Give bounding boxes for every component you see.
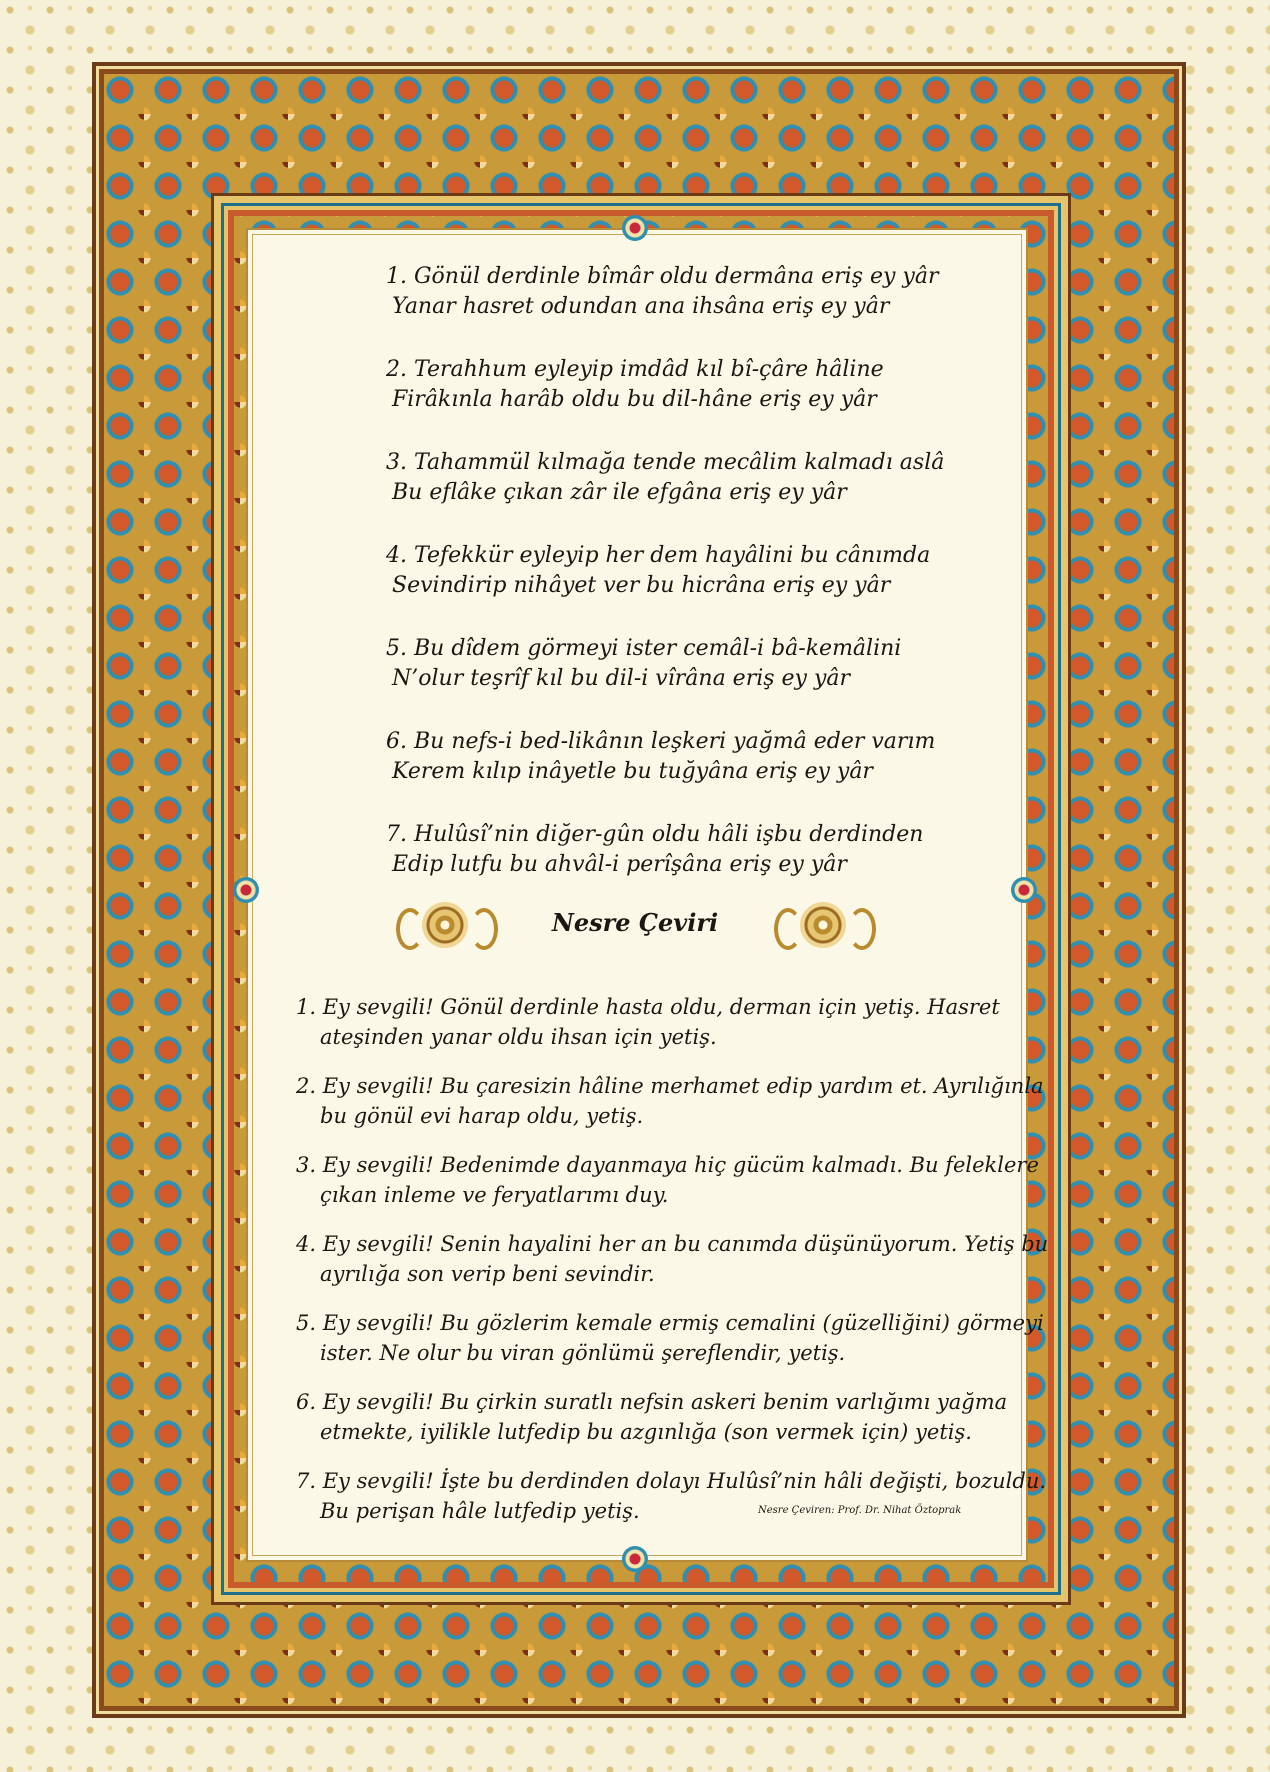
prose-translation xyxy=(296,992,1049,1545)
couplet xyxy=(386,262,946,322)
poem-line: Kerem kılıp inâyetle bu tuğyâna eriş ey yâr xyxy=(392,759,873,784)
poem-line: Sevindirip nihâyet ver bu hicrâna eriş ey yâr xyxy=(392,573,891,598)
translation-item xyxy=(296,1387,1008,1447)
poem-line: Edip lutfu bu ahvâl-i perîşâna eriş ey yâr xyxy=(392,852,847,877)
rosette-icon xyxy=(768,902,878,948)
translation-line: 5. Ey sevgili! Bu gözlerim kemale ermiş cemalini (güzelliğini) görmeyi xyxy=(296,1311,1044,1335)
translation-item xyxy=(296,1466,1047,1526)
translation-item xyxy=(296,992,1000,1052)
poem-line: Bu eflâke çıkan zâr ile efgâna eriş ey yâr xyxy=(392,480,847,505)
top-medallion-icon xyxy=(622,215,648,241)
poem-line: 2. Terahhum eyleyip imdâd kıl bî-çâre hâline xyxy=(386,357,884,382)
translation-line: ister. Ne olur bu viran gönlümü şereflendir, yetiş. xyxy=(320,1341,846,1365)
translation-item xyxy=(296,1229,1049,1289)
couplet xyxy=(386,727,946,787)
couplet xyxy=(386,634,946,694)
translation-line: 3. Ey sevgili! Bedenimde dayanmaya hiç gücüm kalmadı. Bu feleklere xyxy=(296,1153,1039,1177)
couplet xyxy=(386,448,946,508)
poem-line: N’olur teşrîf kıl bu dil-i vîrâna eriş ey yâr xyxy=(392,666,851,691)
translation-item xyxy=(296,1308,1044,1368)
poem-line: 7. Hulûsî’nin diğer-gûn oldu hâli işbu derdinden xyxy=(386,822,924,847)
section-heading: Nesre Çeviri xyxy=(551,908,719,937)
translation-line: ayrılığa son verip beni sevindir. xyxy=(320,1262,655,1286)
couplet xyxy=(386,355,946,415)
poem-line: 3. Tahammül kılmağa tende mecâlim kalmadı aslâ xyxy=(386,450,945,475)
poem xyxy=(386,262,946,913)
poem-line: 6. Bu nefs-i bed-likânın leşkeri yağmâ eder varım xyxy=(386,729,936,754)
translation-line: ateşinden yanar oldu ihsan için yetiş. xyxy=(320,1025,717,1049)
translation-line: 1. Ey sevgili! Gönül derdinle hasta oldu, derman için yetiş. Hasret xyxy=(296,995,1000,1019)
translation-line: 6. Ey sevgili! Bu çirkin suratlı nefsin askeri benim varlığımı yağma xyxy=(296,1390,1008,1414)
right-medallion-icon xyxy=(1011,877,1037,903)
translation-item xyxy=(296,1071,1044,1131)
rosette-icon xyxy=(390,902,500,948)
couplet xyxy=(386,820,946,880)
poem-line: 5. Bu dîdem görmeyi ister cemâl-i bâ-kemâlini xyxy=(386,636,902,661)
translation-line: 7. Ey sevgili! İşte bu derdinden dolayı Hulûsî’nin hâli değişti, bozuldu. xyxy=(296,1469,1047,1493)
couplet xyxy=(386,541,946,601)
bottom-medallion-icon xyxy=(622,1546,648,1572)
translation-line: çıkan inleme ve feryatlarımı duy. xyxy=(320,1183,669,1207)
translation-line: 4. Ey sevgili! Senin hayalini her an bu canımda düşünüyorum. Yetiş bu xyxy=(296,1232,1049,1256)
section-heading-row xyxy=(390,898,870,954)
translation-line: bu gönül evi harap oldu, yetiş. xyxy=(320,1104,644,1128)
translation-line: Bu perişan hâle lutfedip yetiş. xyxy=(320,1499,640,1523)
translator-credit: Nesre Çeviren: Prof. Dr. Nihat Öztoprak xyxy=(758,1505,962,1516)
left-medallion-icon xyxy=(233,877,259,903)
poem-line: Yanar hasret odundan ana ihsâna eriş ey yâr xyxy=(392,294,890,319)
poem-line: 4. Tefekkür eyleyip her dem hayâlini bu cânımda xyxy=(386,543,931,568)
translation-item xyxy=(296,1150,1039,1210)
translation-line: 2. Ey sevgili! Bu çaresizin hâline merhamet edip yardım et. Ayrılığınla xyxy=(296,1074,1044,1098)
poem-line: 1. Gönül derdinle bîmâr oldu dermâna eriş ey yâr xyxy=(386,264,939,289)
poem-line: Firâkınla harâb oldu bu dil-hâne eriş ey yâr xyxy=(392,387,877,412)
translation-line: etmekte, iyilikle lutfedip bu azgınlığa (son vermek için) yetiş. xyxy=(320,1420,972,1444)
